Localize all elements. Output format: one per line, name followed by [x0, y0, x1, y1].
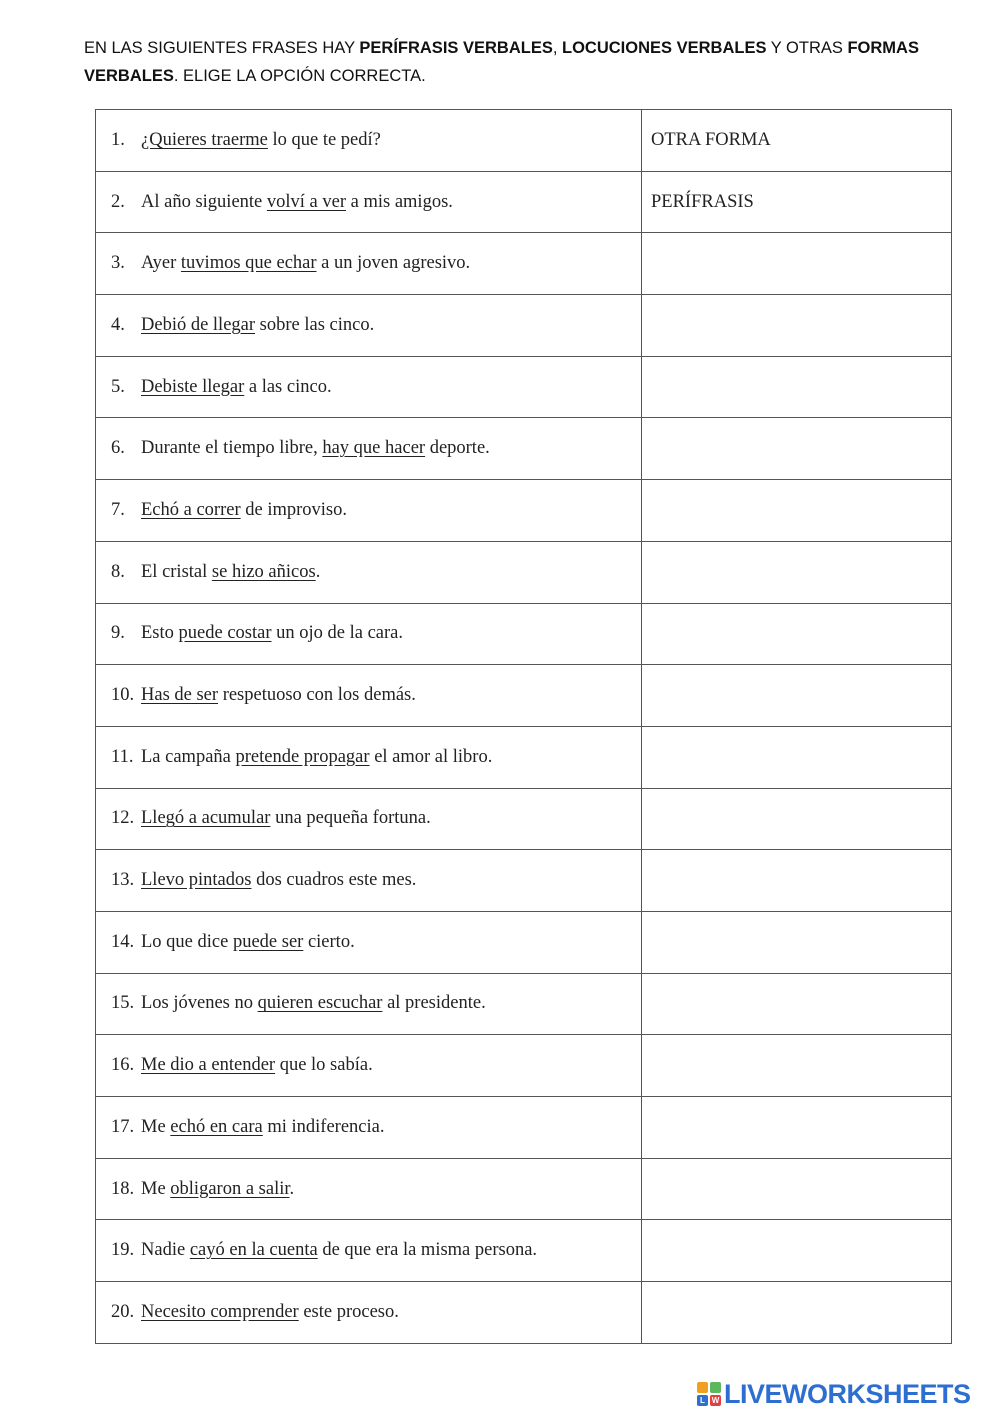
sentence-cell — [96, 1220, 642, 1282]
underlined-verb: Debiste llegar — [141, 376, 245, 397]
sentence-cell — [96, 171, 642, 233]
table-row — [96, 295, 952, 357]
sentence-text: que lo sabía. — [275, 1055, 373, 1076]
answer-field[interactable] — [642, 1220, 952, 1282]
sentence-text: Al año siguiente — [141, 191, 267, 212]
exercise-table — [95, 109, 952, 1344]
sentence-text: mi indiferencia. — [262, 1116, 385, 1137]
sentence-cell — [96, 973, 642, 1035]
sentence-cell — [96, 1035, 642, 1097]
logo-square — [710, 1382, 721, 1393]
sentence-cell — [96, 603, 642, 665]
underlined-verb: hay que hacer — [322, 438, 426, 459]
answer-field[interactable] — [642, 726, 952, 788]
underlined-verb: se hizo añicos — [211, 561, 316, 582]
table-row — [96, 911, 952, 973]
underlined-verb: pretende propagar — [235, 746, 370, 767]
answer-field[interactable] — [642, 788, 952, 850]
logo-square-w: W — [711, 1396, 720, 1405]
sentence-text: Los jóvenes no — [141, 993, 258, 1014]
sentence-text: a un joven agresivo. — [316, 253, 471, 274]
underlined-verb: Llevo pintados — [141, 870, 252, 891]
underlined-verb: cayó en la cuenta — [189, 1240, 318, 1261]
sentence-text: Esto — [141, 623, 179, 644]
table-row — [96, 110, 952, 172]
sentence-text: cierto. — [303, 931, 355, 952]
instructions-bold-perifrasis: PERÍFRASIS VERBALES — [359, 39, 553, 57]
instructions-text: . ELIGE LA OPCIÓN CORRECTA. — [173, 67, 426, 85]
answer-field[interactable] — [642, 295, 952, 357]
sentence-text: Lo que dice — [141, 931, 233, 952]
sentence-cell — [96, 788, 642, 850]
table-row — [96, 1220, 952, 1282]
item-number: 15. — [111, 993, 135, 1014]
answer-field[interactable] — [642, 665, 952, 727]
item-number: 3. — [111, 253, 125, 274]
sentence-text: Durante el tiempo libre, — [141, 438, 323, 459]
answer-field[interactable] — [642, 171, 952, 233]
sentence-cell — [96, 418, 642, 480]
sentence-text: lo que te pedí? — [267, 129, 381, 150]
sentence-text: un ojo de la cara. — [271, 623, 403, 644]
item-number: 18. — [111, 1178, 135, 1199]
answer-value: PERÍFRASIS — [651, 191, 754, 212]
underlined-verb: Me dio a entender — [141, 1055, 276, 1076]
table-row — [96, 480, 952, 542]
table-row — [96, 973, 952, 1035]
table-row — [96, 541, 952, 603]
sentence-text: Me — [141, 1178, 171, 1199]
answer-field[interactable] — [642, 110, 952, 172]
underlined-verb: Necesito comprender — [141, 1301, 299, 1322]
table-row — [96, 1158, 952, 1220]
brand-name: LIVEWORKSHEETS — [724, 1378, 971, 1409]
item-number: 4. — [111, 314, 125, 335]
table-row — [96, 850, 952, 912]
answer-field[interactable] — [642, 1035, 952, 1097]
table-row — [96, 171, 952, 233]
answer-field[interactable] — [642, 356, 952, 418]
item-number: 5. — [111, 376, 125, 397]
sentence-cell — [96, 1158, 642, 1220]
answer-field[interactable] — [642, 850, 952, 912]
sentence-cell — [96, 1097, 642, 1159]
table-row — [96, 233, 952, 295]
logo-square-l: L — [697, 1395, 708, 1406]
item-number: 8. — [111, 561, 125, 582]
answer-field[interactable] — [642, 233, 952, 295]
sentence-text: Me — [141, 1116, 171, 1137]
table-row — [96, 1097, 952, 1159]
answer-field[interactable] — [642, 541, 952, 603]
underlined-verb: quieren escuchar — [257, 993, 383, 1014]
answer-field[interactable] — [642, 973, 952, 1035]
underlined-verb: Debió de llegar — [141, 314, 256, 335]
underlined-verb: puede costar — [178, 623, 272, 644]
underlined-verb: obligaron a salir — [170, 1178, 290, 1199]
item-number: 1. — [111, 129, 125, 150]
underlined-verb: puede ser — [232, 931, 304, 952]
sentence-text: respetuoso con los demás. — [218, 685, 416, 706]
table-row — [96, 1282, 952, 1344]
underlined-verb: Llegó a acumular — [141, 808, 271, 829]
sentence-cell — [96, 356, 642, 418]
item-number: 13. — [111, 870, 135, 891]
item-number: 7. — [111, 499, 125, 520]
item-number: 12. — [111, 808, 135, 829]
logo-icon — [697, 1382, 721, 1406]
sentence-text: el amor al libro. — [369, 746, 493, 767]
sentence-cell — [96, 110, 642, 172]
instructions-text: EN LAS SIGUIENTES FRASES HAY — [84, 39, 360, 57]
item-number: 19. — [111, 1240, 135, 1261]
answer-field[interactable] — [642, 1282, 952, 1344]
item-number: 10. — [111, 685, 135, 706]
sentence-text: a mis amigos. — [346, 191, 453, 212]
sentence-cell — [96, 665, 642, 727]
sentence-text: Nadie — [141, 1240, 190, 1261]
underlined-verb: volví a ver — [266, 191, 347, 212]
answer-field[interactable] — [642, 1158, 952, 1220]
table-row — [96, 665, 952, 727]
sentence-text: dos cuadros este mes. — [251, 870, 417, 891]
sentence-text: al presidente. — [382, 993, 486, 1014]
sentence-cell — [96, 1282, 642, 1344]
underlined-verb: ¿Quieres traerme — [141, 129, 268, 150]
item-number: 11. — [111, 746, 134, 767]
table-row — [96, 356, 952, 418]
item-number: 20. — [111, 1301, 135, 1322]
underlined-verb: Echó a correr — [141, 499, 241, 520]
instructions-text: , — [552, 39, 563, 57]
sentence-text: Ayer — [141, 253, 181, 274]
liveworksheets-logo — [697, 1379, 997, 1409]
answer-field[interactable] — [642, 911, 952, 973]
table-row — [96, 418, 952, 480]
sentence-text: El cristal — [141, 561, 212, 582]
sentence-text: de que era la misma persona. — [317, 1240, 538, 1261]
sentence-cell — [96, 726, 642, 788]
instructions-bold-locuciones: LOCUCIONES VERBALES — [562, 39, 767, 57]
item-number: 17. — [111, 1116, 135, 1137]
underlined-verb: Has de ser — [141, 685, 219, 706]
instructions-bold-formas: FORMAS VERBALES — [84, 39, 919, 85]
answer-value: OTRA FORMA — [651, 129, 771, 150]
sentence-text: . — [315, 561, 321, 582]
answer-field[interactable] — [642, 480, 952, 542]
table-row — [96, 788, 952, 850]
answer-field[interactable] — [642, 603, 952, 665]
sentence-text: a las cinco. — [244, 376, 332, 397]
table-row — [96, 1035, 952, 1097]
sentence-cell — [96, 911, 642, 973]
sentence-text: una pequeña fortuna. — [270, 808, 431, 829]
answer-field[interactable] — [642, 418, 952, 480]
sentence-cell — [96, 480, 642, 542]
sentence-text: este proceso. — [298, 1301, 399, 1322]
item-number: 2. — [111, 191, 125, 212]
sentence-cell — [96, 541, 642, 603]
item-number: 9. — [111, 623, 125, 644]
underlined-verb: echó en cara — [170, 1116, 263, 1137]
sentence-cell — [96, 233, 642, 295]
item-number: 14. — [111, 931, 135, 952]
underlined-verb: tuvimos que echar — [180, 253, 317, 274]
item-number: 16. — [111, 1055, 135, 1076]
sentence-text: de improviso. — [240, 499, 348, 520]
instructions-text: Y OTRAS — [766, 39, 848, 57]
item-number: 6. — [111, 438, 125, 459]
sentence-text: . — [289, 1178, 295, 1199]
sentence-cell — [96, 295, 642, 357]
sentence-cell — [96, 850, 642, 912]
sentence-text: sobre las cinco. — [255, 314, 375, 335]
sentence-text: La campaña — [141, 746, 236, 767]
sentence-text: deporte. — [425, 438, 490, 459]
table-row — [96, 603, 952, 665]
logo-square — [697, 1382, 708, 1393]
table-row — [96, 726, 952, 788]
instructions — [84, 34, 944, 90]
answer-field[interactable] — [642, 1097, 952, 1159]
